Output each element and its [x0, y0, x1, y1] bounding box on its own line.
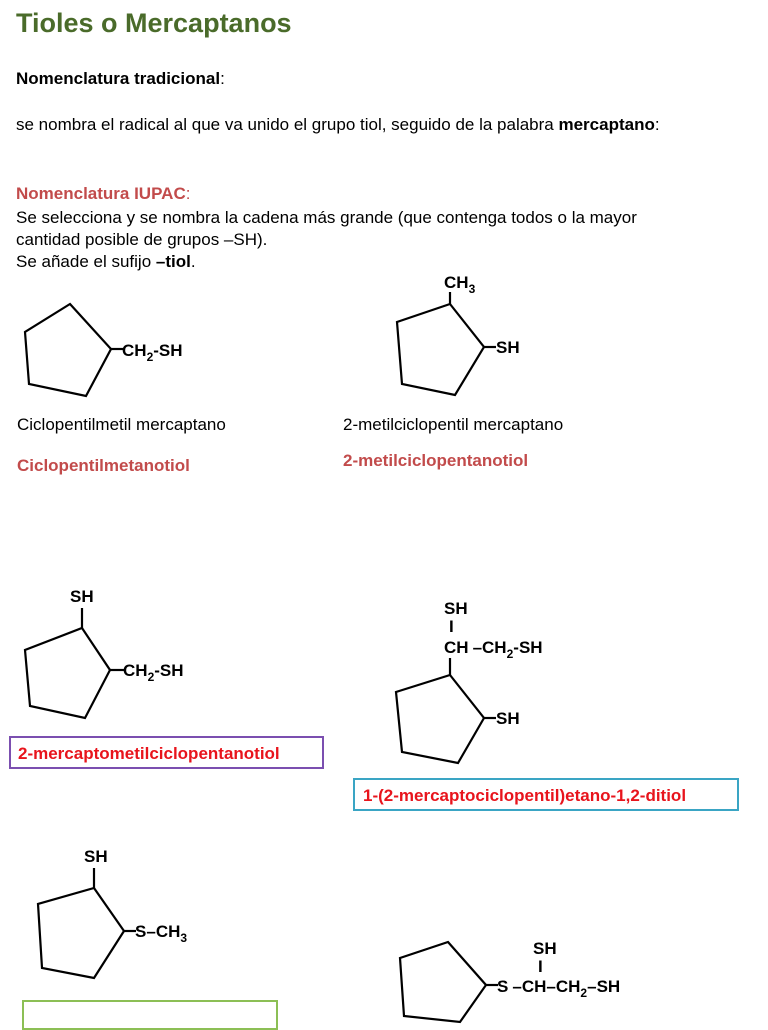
molecule-1-iupac-name: Ciclopentilmetanotiol — [17, 456, 190, 475]
molecule-3-name-box — [9, 736, 324, 769]
iupac-description: Se selecciona y se nombra la cadena más grande (que contenga todos o la mayor cantidad posible de grupos –SH). Se añade el sufijo –tiol. — [16, 208, 637, 271]
svg-text:CH2-SH: $CH_2-SH$ — [122, 341, 183, 364]
svg-text:CH2-SH: $CH_2-SH$ — [123, 661, 184, 684]
svg-text:S–CH–CH2–SH: S $-CH-CH_2-SH$ — [497, 977, 621, 1000]
svg-text:SH: SH — [444, 599, 468, 618]
molecule-3-iupac-name: 2-mercaptometilciclopentanotiol — [18, 744, 280, 763]
molecule-3-structure — [25, 587, 184, 718]
svg-text:I: I — [538, 957, 543, 976]
molecule-6-structure — [400, 939, 620, 1022]
svg-text:SH: SH — [84, 847, 108, 866]
svg-text:SH: SH — [70, 587, 94, 606]
molecule-2-iupac-name: 2-metilciclopentanotiol — [343, 451, 529, 470]
molecule-4-iupac-name: 1-(2-mercaptociclopentil)etano-1,2-ditiol — [363, 786, 687, 805]
molecule-1-structure — [25, 304, 183, 396]
svg-text:I: I — [449, 617, 454, 636]
traditional-heading-line: Nomenclatura tradicional: — [16, 69, 225, 88]
svg-text:CH3: $CH_3$ — [444, 273, 476, 296]
molecule-4-name-box — [353, 778, 739, 811]
svg-text:SH: SH — [533, 939, 557, 958]
svg-text:CH–CH2-SH: CH $-CH_2-SH$ — [444, 638, 543, 661]
molecule-4-structure — [396, 599, 543, 763]
iupac-heading-line: Nomenclatura IUPAC: — [16, 184, 191, 203]
molecule-1-traditional-name: Ciclopentilmetil mercaptano — [17, 415, 226, 434]
molecule-2-traditional-name: 2-metilciclopentil mercaptano — [343, 415, 564, 434]
traditional-description: se nombra el radical al que va unido el grupo tiol, seguido de la palabra mercaptano: — [16, 115, 660, 134]
molecule-5-structure — [38, 847, 187, 978]
traditional-heading: Nomenclatura tradicional — [16, 69, 221, 88]
svg-text:SH: SH — [496, 709, 520, 728]
molecule-2-structure — [397, 273, 520, 395]
iupac-heading: Nomenclatura IUPAC — [16, 184, 186, 203]
page-title: Tioles o Mercaptanos — [16, 8, 292, 38]
svg-text:SH: SH — [496, 338, 520, 357]
molecule-5-name-box — [22, 1000, 278, 1030]
svg-text:S–CH3: $S-CH_3$ — [135, 922, 188, 945]
